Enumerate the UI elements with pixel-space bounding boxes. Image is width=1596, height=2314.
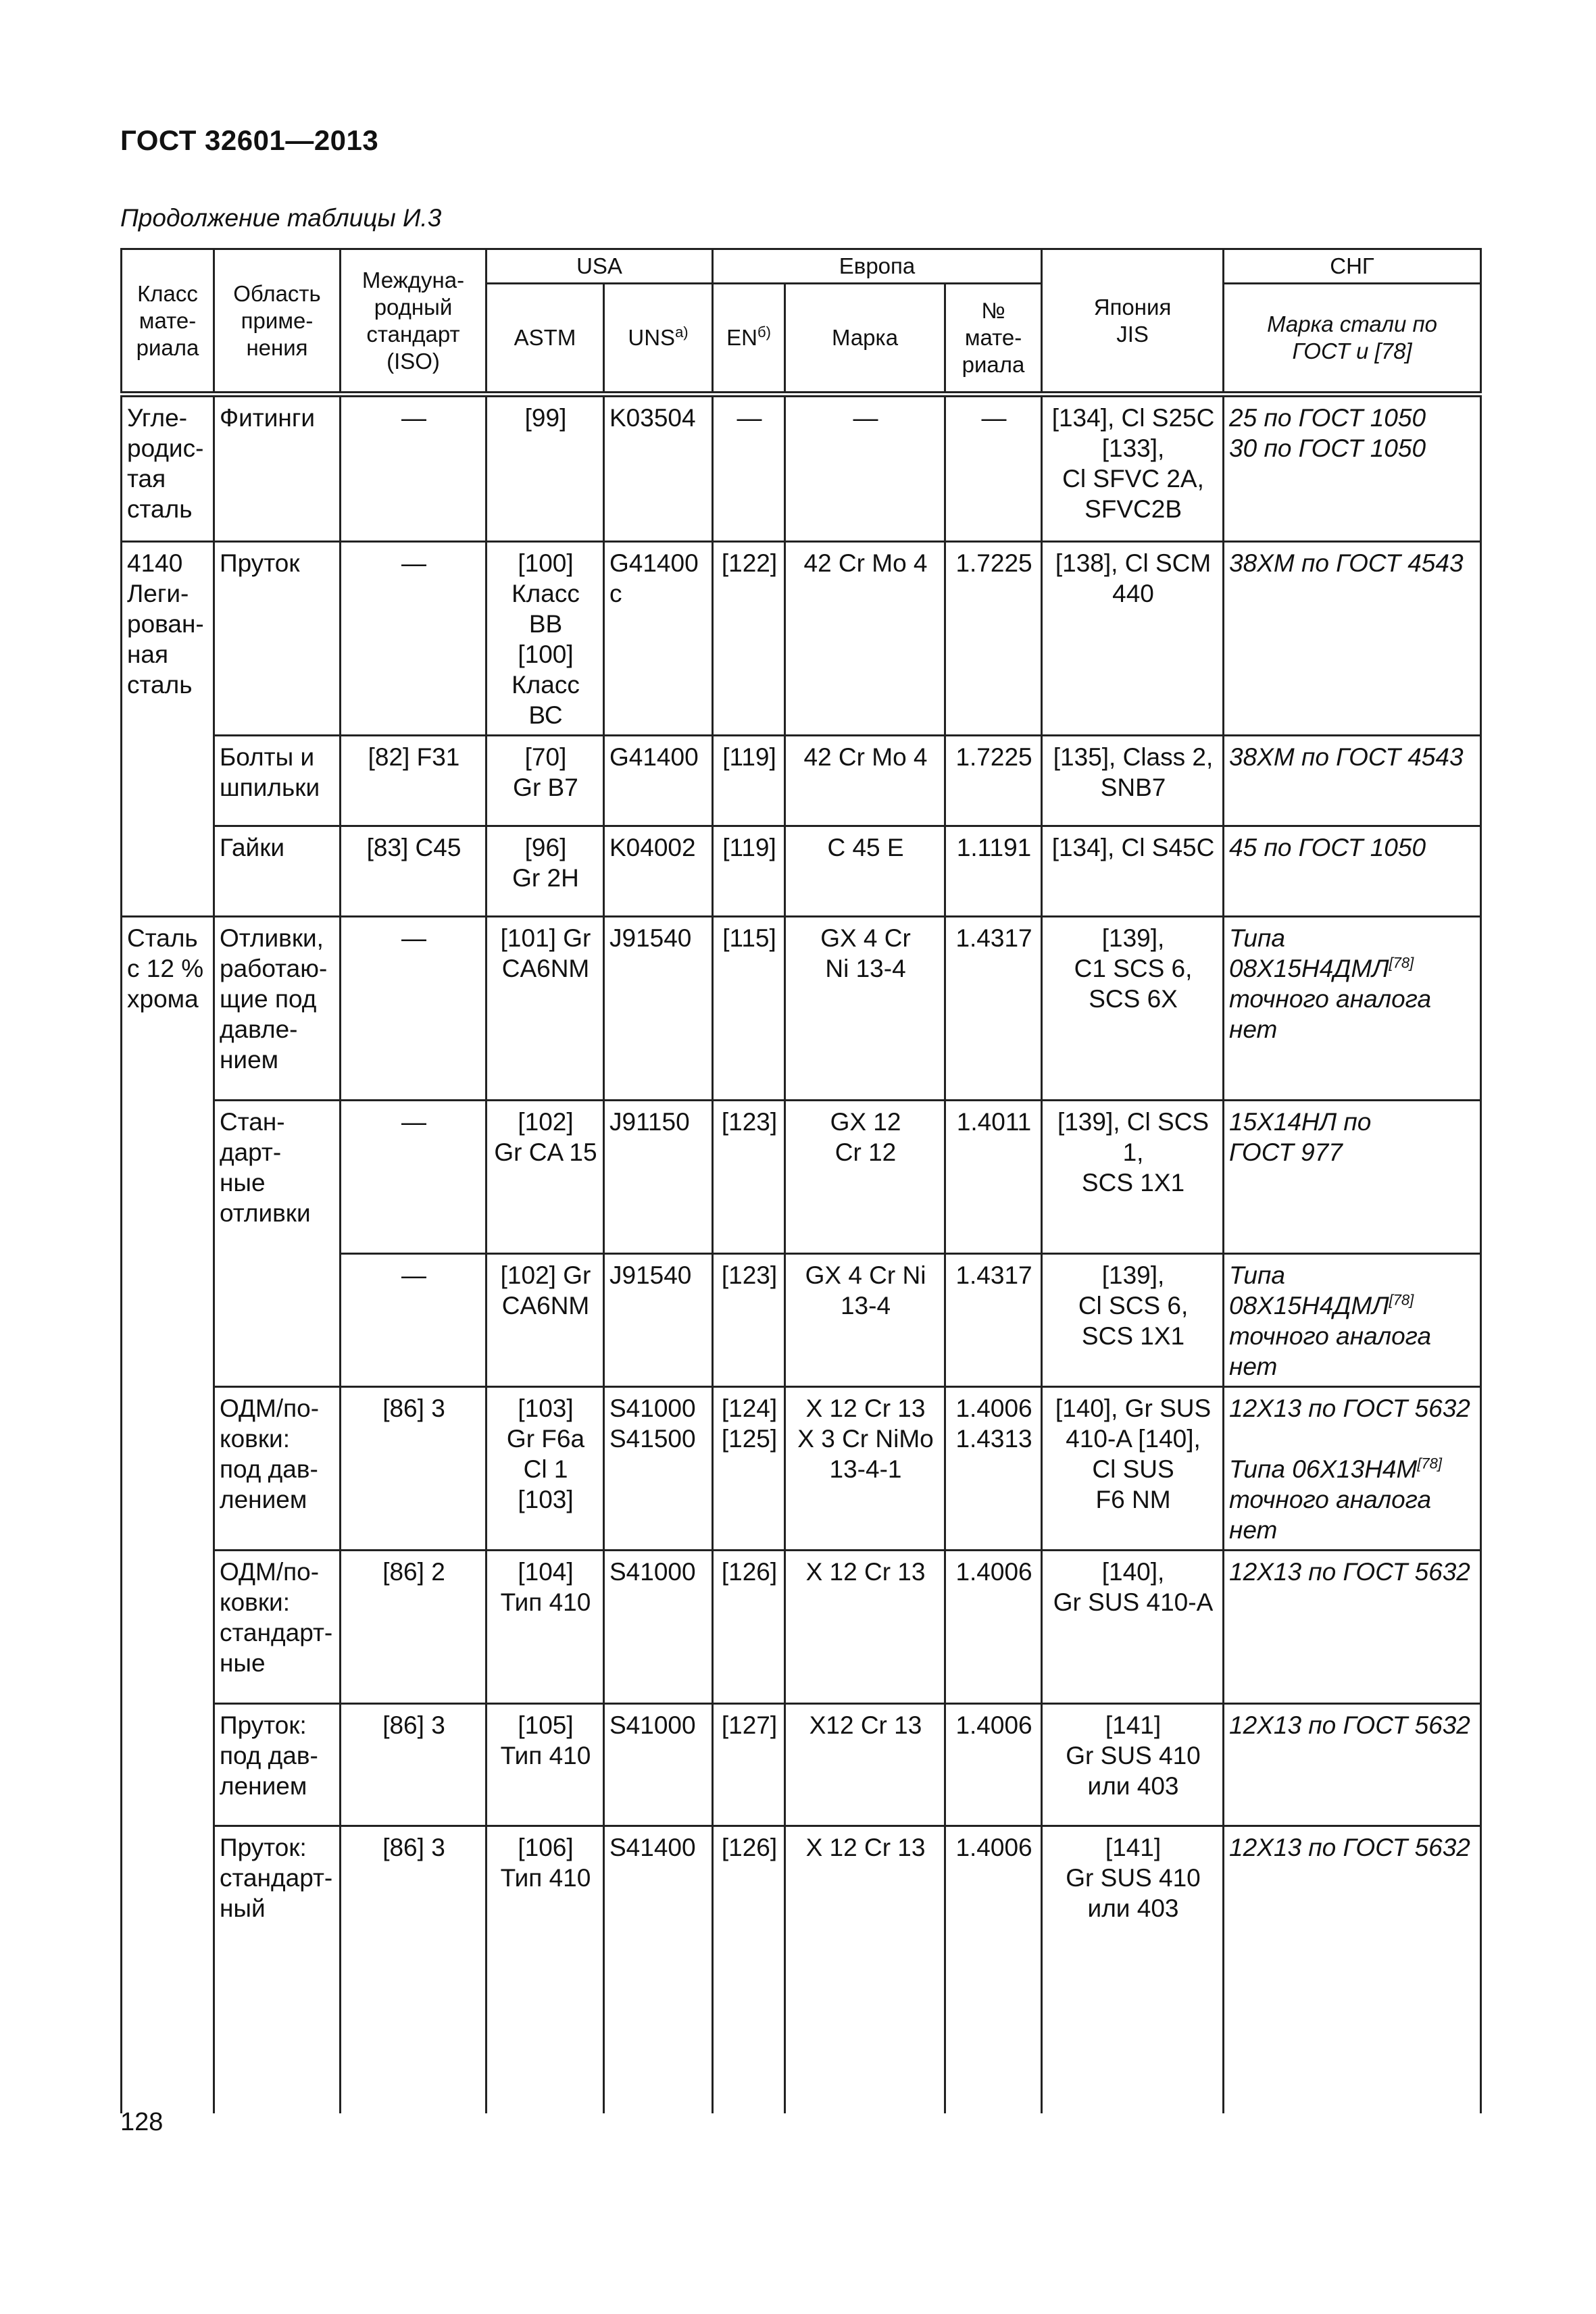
header-en — [713, 284, 785, 395]
header-cis: СНГ — [1224, 249, 1481, 284]
cell-uns: J91150 — [604, 1101, 713, 1254]
cell-japan: [139], Cl SCS 1, SCS 1X1 — [1042, 1101, 1224, 1254]
cell-en: [127] — [713, 1704, 785, 1826]
cell-material-no: 1.4011 — [945, 1101, 1042, 1254]
header-japan: Япония JIS — [1042, 249, 1224, 395]
cell-uns: G41400 — [604, 736, 713, 826]
cell-material-class — [122, 736, 214, 826]
cell-application: Болты и шпильки — [214, 736, 341, 826]
cell-material-no: 1.4317 — [945, 917, 1042, 1101]
cell-uns: J91540 — [604, 1254, 713, 1387]
cell-cis: 12Х13 по ГОСТ 5632 — [1224, 1826, 1481, 2113]
cell-material-class — [122, 1551, 214, 1704]
cell-material-no: 1.4006 1.4313 — [945, 1387, 1042, 1551]
cell-material-class: 4140 Леги- рован- ная сталь — [122, 542, 214, 736]
cell-grade: GX 12 Cr 12 — [785, 1101, 945, 1254]
table-row — [122, 542, 1481, 736]
cell-cis — [1224, 1254, 1481, 1387]
cell-astm: [106] Тип 410 — [487, 1826, 604, 2113]
cell-material-class — [122, 826, 214, 917]
cell-material-class — [122, 1704, 214, 1826]
cell-iso: [86] 3 — [341, 1387, 487, 1551]
cell-japan: [135], Class 2, SNB7 — [1042, 736, 1224, 826]
cell-japan: [134], Cl S25C [133], Cl SFVC 2A, SFVC2B — [1042, 395, 1224, 542]
cis-grade-text: Типа 08Х15Н4ДМЛ — [1229, 1261, 1389, 1319]
cell-iso: [86] 3 — [341, 1826, 487, 2113]
cell-iso: — — [341, 1101, 487, 1254]
cell-en: [122] — [713, 542, 785, 736]
cell-en: [123] — [713, 1101, 785, 1254]
cell-cis: 38ХМ по ГОСТ 4543 — [1224, 736, 1481, 826]
cell-application: Фитинги — [214, 395, 341, 542]
cell-iso: — — [341, 917, 487, 1101]
cell-en: [123] — [713, 1254, 785, 1387]
cell-iso: — — [341, 542, 487, 736]
cell-iso: [86] 3 — [341, 1704, 487, 1826]
cell-iso: [82] F31 — [341, 736, 487, 826]
cell-material-no: — — [945, 395, 1042, 542]
table-row — [122, 1826, 1481, 2113]
cell-material-class: Сталь с 12 % хрома — [122, 917, 214, 1101]
cis-grade-text: Типа 08Х15Н4ДМЛ — [1229, 924, 1389, 982]
cell-cis: 45 по ГОСТ 1050 — [1224, 826, 1481, 917]
cell-grade: GX 4 Cr Ni 13-4 — [785, 917, 945, 1101]
cell-application: Стан- дарт- ные отливки — [214, 1101, 341, 1254]
cell-astm: [104] Тип 410 — [487, 1551, 604, 1704]
cell-cis — [1224, 1387, 1481, 1551]
cell-astm: [102] Gr CA 15 — [487, 1101, 604, 1254]
cell-material-class — [122, 1101, 214, 1254]
cell-application: Пруток — [214, 542, 341, 736]
cell-application: ОДМ/по- ковки: стандарт- ные — [214, 1551, 341, 1704]
cell-astm: [70] Gr B7 — [487, 736, 604, 826]
cell-application: Гайки — [214, 826, 341, 917]
cell-application: Отливки, работаю- щие под давле- нием — [214, 917, 341, 1101]
cell-grade: X 12 Cr 13 — [785, 1551, 945, 1704]
cis-grade-text: 12Х13 по ГОСТ 5632 Типа 06Х13Н4М — [1229, 1394, 1470, 1483]
cell-astm: [103] Gr F6a Cl 1 [103] — [487, 1387, 604, 1551]
header-europe: Европа — [713, 249, 1042, 284]
cell-japan: [139], C1 SCS 6, SCS 6X — [1042, 917, 1224, 1101]
cell-en: [119] — [713, 736, 785, 826]
cell-japan: [140], Gr SUS 410-A [140], Cl SUS F6 NM — [1042, 1387, 1224, 1551]
header-cis-grade: Марка стали по ГОСТ и [78] — [1224, 284, 1481, 395]
cell-en: [115] — [713, 917, 785, 1101]
cell-material-class — [122, 1387, 214, 1551]
cis-grade-ref: [78] — [1389, 954, 1414, 972]
cell-material-class — [122, 1826, 214, 2113]
cell-material-no: 1.4006 — [945, 1826, 1042, 2113]
table-row — [122, 1704, 1481, 1826]
cell-grade: X 12 Cr 13 — [785, 1826, 945, 2113]
header-en-label: EN — [726, 325, 757, 350]
table-row — [122, 1254, 1481, 1387]
header-astm: ASTM — [487, 284, 604, 395]
table-row — [122, 1551, 1481, 1704]
cell-astm: [99] — [487, 395, 604, 542]
cell-en: — — [713, 395, 785, 542]
page-number: 128 — [120, 2108, 164, 2136]
cis-grade-note: точного аналога нет — [1229, 1322, 1432, 1380]
cell-japan: [141] Gr SUS 410 или 403 — [1042, 1704, 1224, 1826]
cell-iso: — — [341, 1254, 487, 1387]
cell-application: ОДМ/по- ковки: под дав- лением — [214, 1387, 341, 1551]
cell-astm: [100] Класс ВВ [100] Класс ВС — [487, 542, 604, 736]
cell-cis: 12Х13 по ГОСТ 5632 — [1224, 1704, 1481, 1826]
cell-cis: 38ХМ по ГОСТ 4543 — [1224, 542, 1481, 736]
cell-en: [124] [125] — [713, 1387, 785, 1551]
cell-material-no: 1.7225 — [945, 542, 1042, 736]
cell-grade: C 45 E — [785, 826, 945, 917]
cell-uns: K03504 — [604, 395, 713, 542]
cell-iso: [83] C45 — [341, 826, 487, 917]
header-application: Область приме- нения — [214, 249, 341, 395]
cis-grade-note: точного аналога нет — [1229, 1486, 1432, 1544]
cell-grade: GX 4 Cr Ni 13-4 — [785, 1254, 945, 1387]
header-material-no: № мате- риала — [945, 284, 1042, 395]
table-row — [122, 917, 1481, 1101]
header-uns-label: UNS — [628, 325, 676, 350]
cell-astm: [105] Тип 410 — [487, 1704, 604, 1826]
cell-cis — [1224, 917, 1481, 1101]
cell-material-no: 1.4006 — [945, 1551, 1042, 1704]
cell-grade: X12 Cr 13 — [785, 1704, 945, 1826]
cell-uns: S41000 — [604, 1551, 713, 1704]
cell-material-no: 1.7225 — [945, 736, 1042, 826]
cell-japan: [141] Gr SUS 410 или 403 — [1042, 1826, 1224, 2113]
cell-grade: X 12 Cr 13 X 3 Cr NiMo 13-4-1 — [785, 1387, 945, 1551]
cell-uns: K04002 — [604, 826, 713, 917]
cell-cis: 12Х13 по ГОСТ 5632 — [1224, 1551, 1481, 1704]
table-row — [122, 826, 1481, 917]
cell-material-no: 1.4006 — [945, 1704, 1042, 1826]
cell-application: Пруток: под дав- лением — [214, 1704, 341, 1826]
cell-astm: [101] Gr CA6NM — [487, 917, 604, 1101]
cell-grade: 42 Cr Mo 4 — [785, 736, 945, 826]
cell-uns: S41000 — [604, 1704, 713, 1826]
cell-uns: S41400 — [604, 1826, 713, 2113]
cell-astm: [96] Gr 2H — [487, 826, 604, 917]
cell-iso: — — [341, 395, 487, 542]
cell-application — [214, 1254, 341, 1387]
header-uns-footnote: а) — [675, 324, 689, 341]
header-usa: USA — [487, 249, 713, 284]
cell-en: [126] — [713, 1551, 785, 1704]
table-row — [122, 1101, 1481, 1254]
cell-japan: [134], Cl S45C — [1042, 826, 1224, 917]
header-grade: Марка — [785, 284, 945, 395]
header-en-footnote: б) — [757, 324, 771, 341]
cell-iso: [86] 2 — [341, 1551, 487, 1704]
cell-uns: G41400c — [604, 542, 713, 736]
table-row — [122, 395, 1481, 542]
cis-grade-ref: [78] — [1417, 1455, 1443, 1472]
cell-material-no: 1.1191 — [945, 826, 1042, 917]
cis-grade-note: точного аналога нет — [1229, 985, 1432, 1043]
cell-grade: 42 Cr Mo 4 — [785, 542, 945, 736]
table-caption: Продолжение таблицы И.3 — [120, 204, 442, 232]
cell-material-no: 1.4317 — [945, 1254, 1042, 1387]
cell-uns: J91540 — [604, 917, 713, 1101]
cis-grade-ref: [78] — [1389, 1291, 1414, 1309]
cell-material-class — [122, 1254, 214, 1387]
cell-grade: — — [785, 395, 945, 542]
cell-application: Пруток: стандарт- ный — [214, 1826, 341, 2113]
cell-japan: [140], Gr SUS 410-A — [1042, 1551, 1224, 1704]
cell-cis: 25 по ГОСТ 1050 30 по ГОСТ 1050 — [1224, 395, 1481, 542]
header-uns — [604, 284, 713, 395]
cell-astm: [102] Gr CA6NM — [487, 1254, 604, 1387]
steel-grades-table — [120, 248, 1482, 2113]
cell-cis: 15Х14НЛ по ГОСТ 977 — [1224, 1101, 1481, 1254]
cell-japan: [138], Cl SCM 440 — [1042, 542, 1224, 736]
cell-uns: S41000 S41500 — [604, 1387, 713, 1551]
cell-material-class: Угле- родис- тая сталь — [122, 395, 214, 542]
header-material-class: Класс мате- риала — [122, 249, 214, 395]
cell-japan: [139], Cl SCS 6, SCS 1X1 — [1042, 1254, 1224, 1387]
cell-en: [119] — [713, 826, 785, 917]
cell-en: [126] — [713, 1826, 785, 2113]
header-iso: Междуна- родный стандарт (ISO) — [341, 249, 487, 395]
table-row — [122, 736, 1481, 826]
table-row — [122, 1387, 1481, 1551]
document-title: ГОСТ 32601—2013 — [120, 124, 379, 156]
